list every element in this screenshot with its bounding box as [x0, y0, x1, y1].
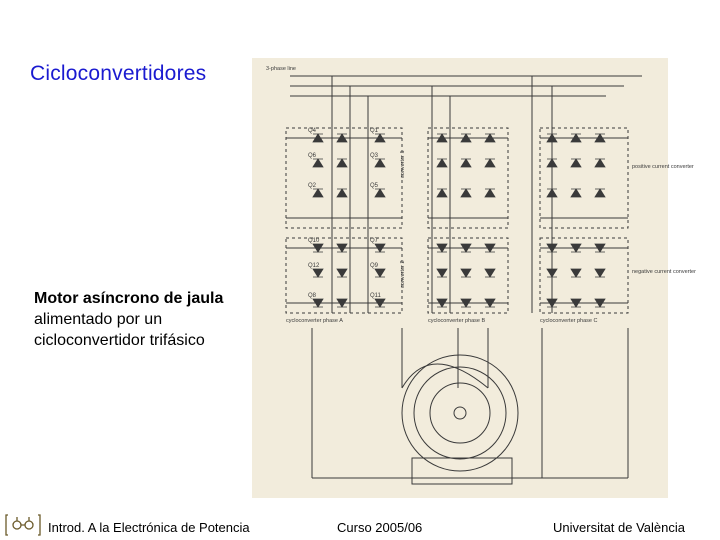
caption-bold: Motor asíncrono de jaula [34, 290, 224, 307]
diode-symbol [595, 159, 605, 167]
diode-label: Q2 [308, 183, 317, 189]
footer-course-year: Curso 2005/06 [337, 520, 423, 535]
cycloconverter-diagram [252, 58, 696, 498]
diode-symbol [485, 189, 495, 197]
supply-label: 3-phase line [266, 66, 296, 72]
diode-symbol [595, 189, 605, 197]
diode-symbol [337, 159, 347, 167]
footer-university: Universitat de València [553, 520, 685, 535]
diode-symbol [375, 159, 385, 167]
diode-symbol [571, 159, 581, 167]
diode-symbol [547, 189, 557, 197]
phase-b-label: cycloconverter phase B [428, 318, 486, 324]
footer-course-name: Introd. A la Electrónica de Potencia [48, 520, 250, 535]
diode-symbol [337, 269, 347, 277]
diode-label: Q12 [308, 263, 320, 269]
diode-label: Q11 [370, 293, 381, 299]
phase-c-label: cycloconverter phase C [540, 318, 598, 324]
diode-label: Q5 [370, 183, 379, 189]
diode-symbol [313, 159, 323, 167]
diode-label: Q9 [370, 263, 379, 269]
diode-symbol [571, 269, 581, 277]
diode-symbol [571, 189, 581, 197]
positive-converter-label: positive current converter [632, 164, 694, 170]
phase-a-label: cycloconverter phase A [286, 318, 343, 324]
diode-symbol [461, 159, 471, 167]
negative-converter-label: negative current converter [632, 269, 696, 275]
diode-label: Q10 [308, 238, 320, 244]
diode-symbol [461, 269, 471, 277]
caption-rest: alimentado por un cicloconvertidor trifásico [34, 311, 205, 349]
diode-symbol [337, 189, 347, 197]
diode-label: Q6 [308, 153, 317, 159]
diode-label: Q3 [370, 153, 379, 159]
diode-label: Q7 [370, 238, 379, 244]
diode-symbol [485, 159, 495, 167]
diode-symbol [547, 269, 557, 277]
diode-label: Q4 [308, 128, 317, 134]
diagram-svg [252, 58, 696, 498]
diode-symbol [313, 269, 323, 277]
diode-symbol [437, 159, 447, 167]
diode-symbol [375, 189, 385, 197]
diode-symbol [437, 189, 447, 197]
university-logo [4, 512, 42, 538]
diode-symbol [375, 269, 385, 277]
diode-symbol [313, 189, 323, 197]
diode-symbol [461, 189, 471, 197]
converter1-label: converter 1 [400, 150, 406, 178]
diode-label: Q1 [370, 128, 379, 134]
diode-symbol [547, 159, 557, 167]
diode-label: Q8 [308, 293, 317, 299]
diode-symbol [437, 269, 447, 277]
diode-symbol [595, 269, 605, 277]
slide-caption [34, 288, 224, 351]
slide-title: Cicloconvertidores [30, 62, 207, 85]
converter2-label: converter 2 [400, 260, 406, 288]
diode-symbol [485, 269, 495, 277]
